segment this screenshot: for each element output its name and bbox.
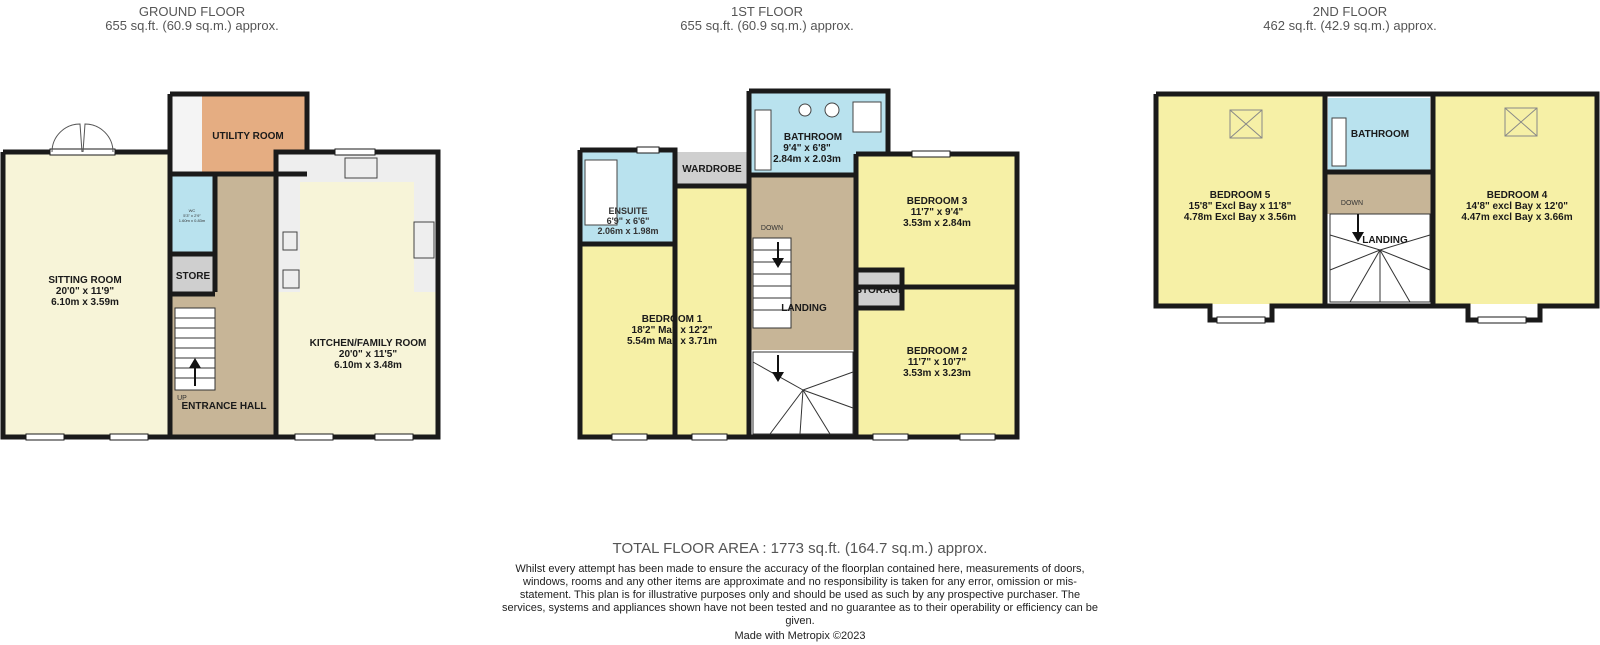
bedroom-5-dim-imperial: 15'8" Excl Bay x 11'8" xyxy=(1188,201,1292,212)
first-floor-area: 655 sq.ft. (60.9 sq.m.) approx. xyxy=(680,18,854,33)
bedroom-5-dim-metric: 4.78m Excl Bay x 3.56m xyxy=(1183,212,1297,223)
credit-text: Made with Metropix ©2023 xyxy=(734,630,866,642)
bedroom-4-dim-metric: 4.47m excl Bay x 3.66m xyxy=(1461,212,1573,223)
first-floor-title: 1ST FLOOR xyxy=(730,4,804,19)
bedroom-4-dim-imperial: 14'8" excl Bay x 12'0" xyxy=(1465,201,1569,212)
basin-icon xyxy=(825,103,839,117)
bedroom-2-name: BEDROOM 2 xyxy=(906,346,968,357)
second-bathroom-name: BATHROOM xyxy=(1350,129,1410,140)
bath-icon xyxy=(755,110,771,170)
bedroom-2-dim-imperial: 11'7" x 10'7" xyxy=(907,357,967,368)
ensuite-dim-metric: 2.06m x 1.98m xyxy=(597,226,659,236)
bedroom-1-dim-metric: 5.54m Max x 3.71m xyxy=(626,336,718,347)
french-doors-icon xyxy=(52,124,113,152)
ensuite-name: ENSUITE xyxy=(608,206,648,216)
store-name: STORE xyxy=(175,271,211,282)
kitchen-dim-metric: 6.10m x 3.48m xyxy=(334,360,402,371)
second-bath-icon xyxy=(1332,118,1346,166)
first-floor xyxy=(580,4,1017,440)
wc-dim-metric: 1.60m x 0.83m xyxy=(178,218,206,223)
second-floor-title: 2ND FLOOR xyxy=(1312,4,1388,19)
bedroom-2-dim-metric: 3.53m x 3.23m xyxy=(903,368,971,379)
kitchen-dim-imperial: 20'0" x 11'5" xyxy=(338,349,398,360)
ground-floor xyxy=(3,4,438,440)
bedroom-3-dim-imperial: 11'7" x 9'4" xyxy=(910,207,964,218)
second-landing-name: LANDING xyxy=(1362,235,1408,246)
second-down-label: DOWN xyxy=(1340,200,1364,207)
bedroom-1-dim-imperial: 18'2" Max x 12'2" xyxy=(631,325,713,336)
first-bathroom-dim-metric: 2.84m x 2.03m xyxy=(773,154,841,165)
toilet-icon xyxy=(799,104,811,116)
sitting-room-name: SITTING ROOM xyxy=(48,275,122,286)
second-floor-area: 462 sq.ft. (42.9 sq.m.) approx. xyxy=(1263,18,1437,33)
shower-icon xyxy=(853,102,881,132)
bedroom-4-name: BEDROOM 4 xyxy=(1486,190,1548,201)
disclaimer-text: Whilst every attempt has been made to ensure the accuracy of the floorplan contained here, measurements of doors, windows, rooms and any other items are approximate and no responsibility is taken for any error, omission or mis-statement. This plan is for illustrative purposes only and should be used as such by any prospective purchaser. The services, systems and appliances shown have not been tested and no guarantee as to their operability or efficiency can be given. xyxy=(502,563,1098,627)
wc-dim-imperial: 5'3" x 2'9" xyxy=(183,213,201,218)
sitting-room-dim-imperial: 20'0" x 11'9" xyxy=(55,286,115,297)
second-windows xyxy=(1217,317,1526,323)
first-down-label: DOWN xyxy=(760,225,784,232)
utility-worktop xyxy=(170,94,202,172)
up-label: UP xyxy=(177,395,187,402)
second-landing xyxy=(1326,174,1432,214)
kitchen-name: KITCHEN/FAMILY ROOM xyxy=(309,338,427,349)
wardrobe-name: WARDROBE xyxy=(682,164,742,175)
sitting-room-dim-metric: 6.10m x 3.59m xyxy=(51,297,119,308)
bedroom-1-name: BEDROOM 1 xyxy=(641,314,703,325)
utility-room-name: UTILITY ROOM xyxy=(212,131,284,142)
ground-floor-area: 655 sq.ft. (60.9 sq.m.) approx. xyxy=(105,18,279,33)
wc-name: WC xyxy=(188,208,196,213)
bedroom-5-name: BEDROOM 5 xyxy=(1209,190,1271,201)
ensuite-dim-imperial: 6'9" x 6'6" xyxy=(606,216,650,226)
first-bathroom-name: BATHROOM xyxy=(783,132,843,143)
bedroom-3-dim-metric: 3.53m x 2.84m xyxy=(903,218,971,229)
second-floor xyxy=(1156,4,1597,323)
storage-name: STORAGE xyxy=(855,285,905,296)
bedroom-1-top xyxy=(675,184,750,244)
first-landing-name: LANDING xyxy=(781,303,827,314)
bedroom-3-name: BEDROOM 3 xyxy=(906,196,968,207)
first-bathroom-dim-imperial: 9'4" x 6'8" xyxy=(783,143,831,154)
entrance-hall-name: ENTRANCE HALL xyxy=(181,401,267,412)
total-floor-area: TOTAL FLOOR AREA : 1773 sq.ft. (164.7 sq.m.) approx. xyxy=(612,540,988,557)
entrance-hall xyxy=(215,176,276,437)
ground-floor-title: GROUND FLOOR xyxy=(138,4,246,19)
